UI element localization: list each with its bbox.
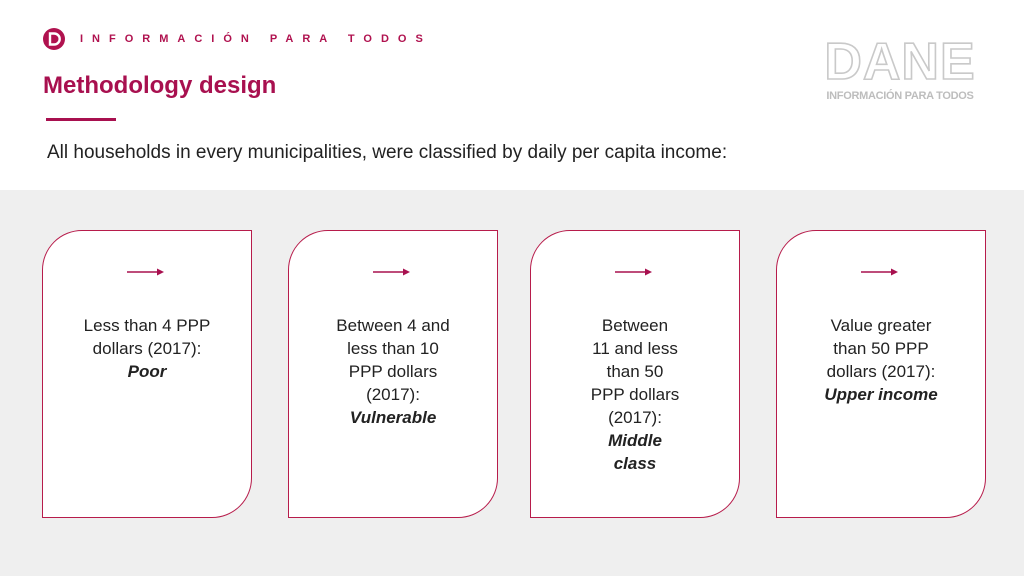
card-line: less than 10 — [347, 339, 439, 358]
card-text — [43, 314, 251, 383]
card-category: Upper income — [824, 385, 938, 404]
arrow-right-icon — [373, 267, 411, 277]
card-category: Poor — [127, 362, 167, 381]
dane-brand-logo — [818, 33, 982, 106]
income-card-poor — [42, 230, 252, 518]
header-tagline: INFORMACIÓN PARA TODOS — [80, 33, 432, 45]
card-line: Between — [601, 316, 669, 335]
card-line: dollars (2017): — [92, 339, 202, 358]
card-line: than 50 — [606, 362, 664, 381]
income-card-upper-income — [776, 230, 986, 518]
title-underline — [46, 118, 116, 121]
card-line: dollars (2017): — [826, 362, 936, 381]
card-category: Vulnerable — [349, 408, 437, 427]
card-line: Less than 4 PPP — [83, 316, 211, 335]
arrow-right-icon — [127, 267, 165, 277]
card-line: than 50 PPP — [833, 339, 929, 358]
card-text — [777, 314, 985, 406]
income-card-vulnerable — [288, 230, 498, 518]
intro-text: All households in every municipalities, were classified by daily per capita income: — [47, 142, 728, 163]
card-line: PPP dollars — [348, 362, 438, 381]
card-text — [289, 314, 497, 429]
page-title: Methodology design — [43, 72, 277, 99]
card-text — [531, 314, 739, 475]
brand-subtitle: INFORMACIÓN PARA TODOS — [826, 90, 974, 102]
card-line: 11 and less — [592, 339, 678, 358]
card-line: (2017): — [608, 408, 662, 427]
arrow-right-icon — [861, 267, 899, 277]
income-card-middle-class — [530, 230, 740, 518]
card-line: Value greater — [830, 316, 932, 335]
dane-d-logo-icon — [42, 27, 66, 51]
card-line: PPP dollars — [590, 385, 680, 404]
header-area — [0, 0, 1024, 190]
card-line: Between 4 and — [336, 316, 450, 335]
brand-wordmark: DANE — [824, 33, 976, 91]
arrow-right-icon — [615, 267, 653, 277]
card-category: class — [613, 454, 657, 473]
card-line: (2017): — [366, 385, 420, 404]
card-category: Middle — [608, 431, 662, 450]
